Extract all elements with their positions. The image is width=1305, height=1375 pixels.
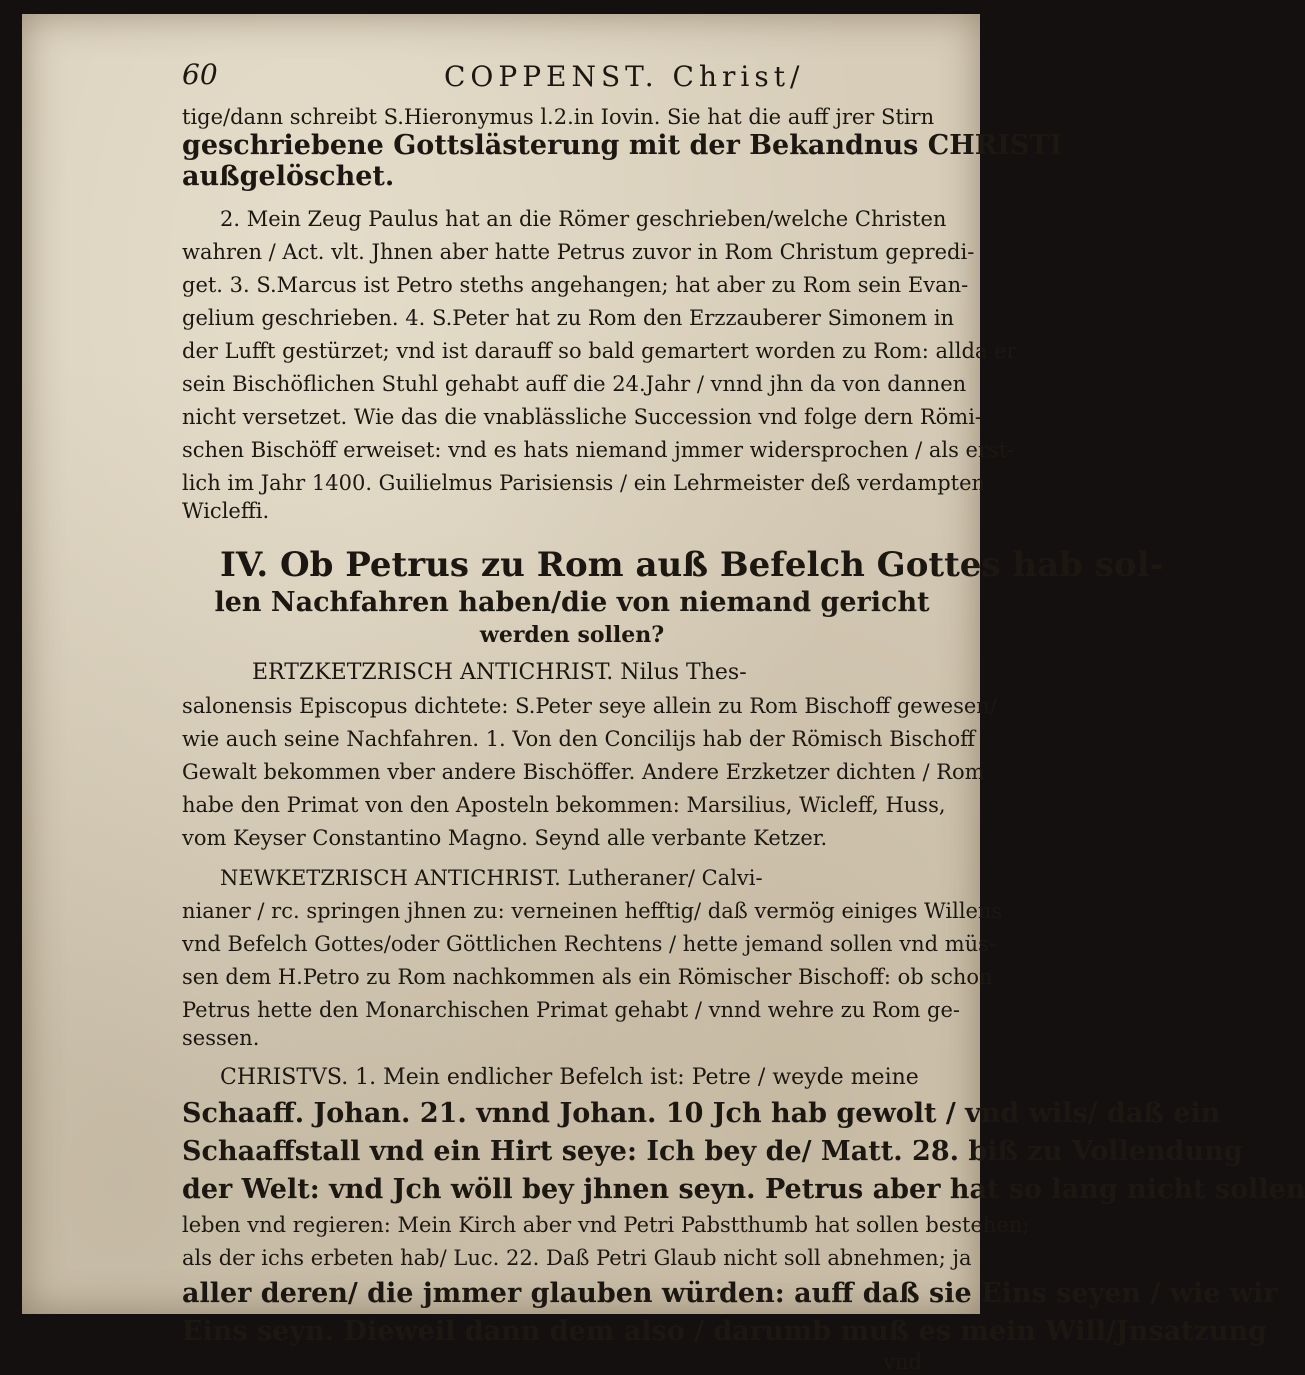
text-line: wahren / Act. vlt. Jhnen aber hatte Petrus zuvor in Rom Christum gepredi-: [182, 240, 975, 264]
section-heading: [182, 544, 1164, 650]
text-line: NEWKETZRISCH ANTICHRIST. Lutheraner/ Calvi-: [220, 866, 763, 890]
paragraph-new-heretic: [182, 865, 1003, 1051]
text-line: gelium geschrieben. 4. S.Peter hat zu Rom den Erzzauberer Simonem in: [182, 306, 955, 330]
book-page: [22, 14, 1305, 1374]
page-number: 60: [182, 58, 218, 91]
text-line: aller deren/ die jmmer glauben würden: auff daß sie Eins seyen / wie wir: [182, 1278, 1278, 1309]
text-line: wie auch seine Nachfahren. 1. Von den Concilijs hab der Römisch Bischoff: [182, 727, 976, 751]
running-head: [182, 54, 962, 104]
running-title: COPPENST. Christ/: [444, 60, 805, 93]
text-line: Petrus hette den Monarchischen Primat gehabt / vnnd wehre zu Rom ge-: [182, 998, 961, 1022]
text-line: sen dem H.Petro zu Rom nachkommen als ein Römischer Bischoff: ob schon: [182, 965, 993, 989]
heading-line: werden sollen?: [479, 622, 665, 648]
heading-line: len Nachfahren haben/die von niemand gericht: [214, 587, 930, 618]
text-line: geschriebene Gottslästerung mit der Bekandnus CHRISTI: [182, 130, 1063, 161]
text-line: Wicleffi.: [182, 499, 270, 523]
paragraph-christus: [182, 1065, 1305, 1375]
text-line: salonensis Episcopus dichtete: S.Peter seye allein zu Rom Bischoff gewesen/: [182, 694, 997, 718]
text-line: lich im Jahr 1400. Guilielmus Parisiensis / ein Lehrmeister deß verdampten: [182, 471, 986, 495]
heading-line: IV. Ob Petrus zu Rom auß Befelch Gottes hab sol-: [220, 545, 1164, 585]
text-line: sessen.: [182, 1026, 260, 1050]
catchword: vnd: [883, 1350, 922, 1374]
text-line: der Lufft gestürzet; vnd ist darauff so bald gemartert worden zu Rom: allda er: [182, 339, 1017, 363]
text-line: Gewalt bekommen vber andere Bischöffer. Andere Erzketzer dichten / Rom: [182, 760, 985, 784]
text-line: habe den Primat von den Aposteln bekommen: Marsilius, Wicleff, Huss,: [182, 793, 946, 817]
paragraph-arch-heretic: [182, 660, 997, 851]
text-line: Eins seyn. Dieweil dann dem also / darumb muß es mein Will/Jnsatzung: [182, 1316, 1267, 1347]
text-line: vom Keyser Constantino Magno. Seynd alle verbante Ketzer.: [182, 826, 828, 850]
text-line: der Welt: vnd Jch wöll bey jhnen seyn. Petrus aber hat so lang nicht sollen: [182, 1174, 1305, 1205]
text-line: ERTZKETZRISCH ANTICHRIST. Nilus Thes-: [252, 660, 747, 685]
text-line: vnd Befelch Gottes/oder Göttlichen Rechtens / hette jemand sollen vnd müs-: [182, 932, 997, 956]
text-line: 2. Mein Zeug Paulus hat an die Römer geschrieben/welche Christen: [220, 207, 947, 231]
text-line: get. 3. S.Marcus ist Petro steths angehangen; hat aber zu Rom sein Evan-: [182, 273, 969, 297]
text-line: nianer / rc. springen jhnen zu: verneinen hefftig/ daß vermög einiges Willens: [182, 899, 1003, 923]
text-line: als der ichs erbeten hab/ Luc. 22. Daß Petri Glaub nicht soll abnehmen; ja: [182, 1246, 972, 1270]
text-line: sein Bischöflichen Stuhl gehabt auff die 24.Jahr / vnnd jhn da von dannen: [182, 372, 967, 396]
text-line: Schaaffstall vnd ein Hirt seye: Ich bey de/ Matt. 28. biß zu Vollendung: [182, 1136, 1243, 1167]
paragraph-continuation: [182, 104, 1063, 192]
text-line: tige/dann schreibt S.Hieronymus l.2.in Iovin. Sie hat die auff jrer Stirn: [182, 105, 935, 129]
text-line: leben vnd regieren: Mein Kirch aber vnd Petri Pabstthumb hat sollen bestehen;: [182, 1213, 1030, 1237]
text-line: Schaaff. Johan. 21. vnnd Johan. 10 Jch hab gewolt / vnd wils/ daß ein: [182, 1098, 1221, 1129]
text-line: schen Bischöff erweiset: vnd es hats niemand jmmer widersprochen / als erst-: [182, 438, 1015, 462]
paragraph-numbered: [182, 206, 1017, 524]
text-line: nicht versetzet. Wie das die vnablässliche Succession vnd folge dern Römi-: [182, 405, 983, 429]
text-line: CHRISTVS. 1. Mein endlicher Befelch ist: Petre / weyde meine: [220, 1065, 919, 1090]
text-block: [182, 54, 1305, 1375]
text-line: außgelöschet.: [182, 161, 395, 192]
